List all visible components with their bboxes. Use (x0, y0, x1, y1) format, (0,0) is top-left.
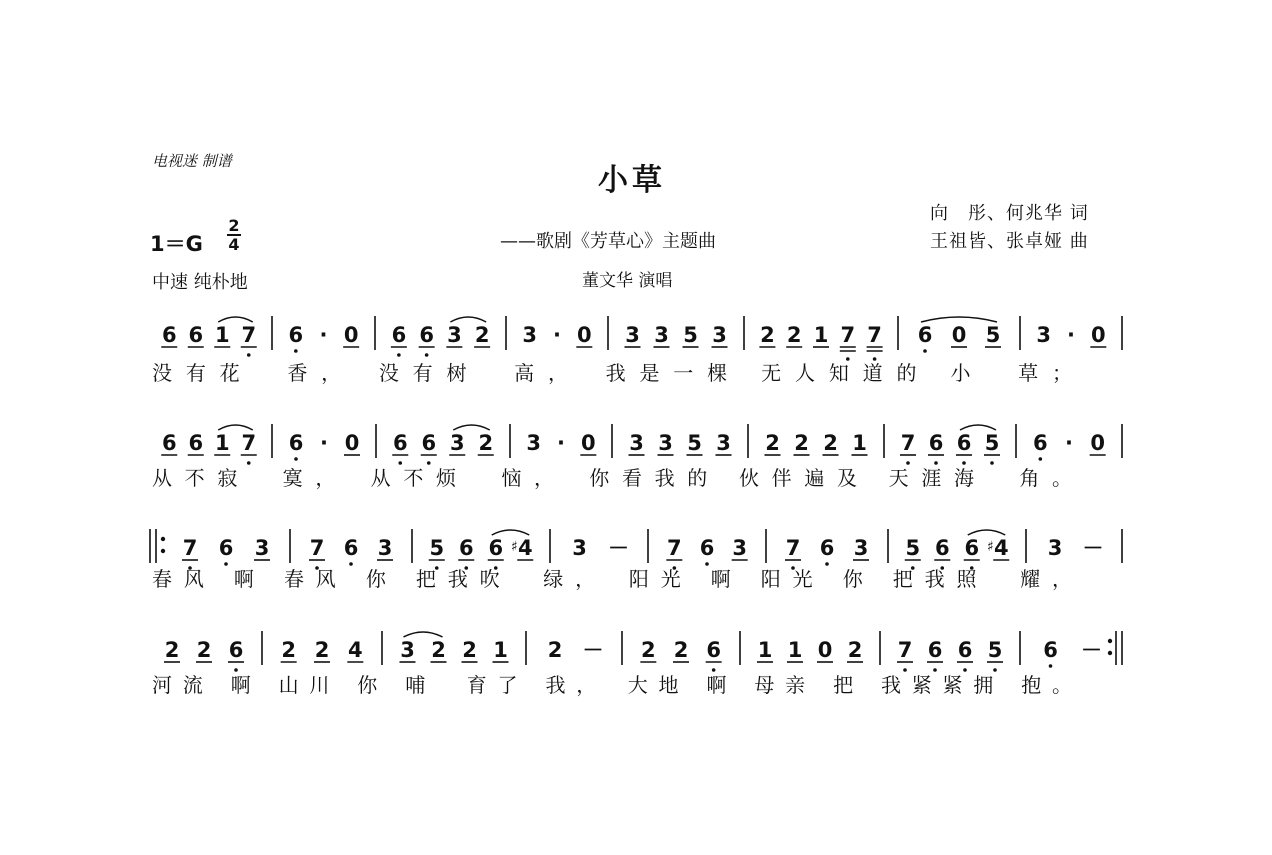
time-signature-denominator: 4 (228, 235, 240, 254)
low-octave-dot (397, 353, 401, 357)
lyrics-line: 从不寂 寞， 从不烦 恼， 你看我的 伙伴遍及 天涯海 角。 (152, 466, 1072, 490)
note-glyph: 2 (314, 638, 330, 662)
low-octave-dot (247, 353, 251, 357)
low-octave-dot (903, 668, 907, 672)
note-glyph: 0 (343, 323, 359, 347)
key-signature: 1＝G (150, 232, 203, 256)
note-glyph: 4 (348, 638, 363, 662)
note-glyph: 3 (1047, 536, 1063, 560)
note-glyph: 2 (474, 323, 490, 347)
note-glyph: 2 (164, 638, 180, 662)
note-glyph: 6 (161, 323, 177, 347)
note-glyph: 2 (281, 638, 296, 662)
note-glyph: 6 (917, 323, 933, 347)
note-glyph: 2 (196, 638, 212, 662)
note-glyph: 7 (867, 323, 882, 347)
low-octave-dot (923, 349, 927, 353)
note-glyph: 2 (786, 323, 802, 347)
low-octave-dot (933, 668, 937, 672)
time-signature-numerator: 2 (228, 216, 240, 235)
low-octave-dot (934, 461, 938, 465)
low-octave-dot (990, 461, 994, 465)
note-glyph: 0 (581, 431, 596, 455)
note-glyph: 2 (431, 638, 446, 662)
note-glyph: 5 (987, 638, 1003, 662)
note-glyph: 7 (897, 638, 913, 662)
note-glyph: 3 (572, 536, 587, 560)
low-octave-dot (1039, 457, 1043, 461)
low-octave-dot (705, 562, 709, 566)
note-glyph: 6 (928, 431, 944, 455)
slur-arc (492, 530, 530, 535)
note-glyph: 1 (813, 323, 829, 347)
note-glyph: 7 (241, 431, 257, 455)
note-glyph: 2 (794, 431, 809, 455)
note-glyph: 2 (462, 638, 477, 662)
note-glyph: 0 (1090, 431, 1105, 455)
tempo-marking: 中速 纯朴地 (152, 272, 248, 293)
note-glyph: 5 (429, 536, 445, 560)
note-glyph: 7 (900, 431, 916, 455)
note-glyph: － (1082, 536, 1104, 560)
low-octave-dot (398, 461, 402, 465)
note-glyph: 2 (673, 638, 689, 662)
note-glyph: 6 (927, 638, 943, 662)
note-glyph: · (553, 323, 561, 347)
repeat-dot (161, 549, 165, 553)
note-glyph: 2 (478, 431, 494, 455)
slur-arc (218, 425, 253, 430)
note-glyph: 7 (182, 536, 198, 560)
note-glyph: 6 (288, 323, 304, 347)
note-glyph: 6 (343, 536, 359, 560)
note-glyph: · (1067, 323, 1075, 347)
composer-credit: 王祖皆、张卓娅 曲 (930, 231, 1089, 252)
note-glyph: 6 (421, 431, 437, 455)
note-glyph: 1 (214, 431, 230, 455)
note-glyph: 2 (641, 638, 656, 662)
repeat-dot (1108, 639, 1112, 643)
note-glyph: － (1081, 638, 1102, 662)
low-octave-dot (712, 668, 716, 672)
repeat-dot (161, 537, 165, 541)
note-glyph: 3 (658, 431, 673, 455)
note-glyph: 5 (985, 323, 1001, 347)
note-glyph: 5 (687, 431, 702, 455)
note-glyph: 3 (447, 323, 462, 347)
note-glyph: 7 (840, 323, 856, 347)
low-octave-dot (247, 461, 251, 465)
note-glyph: 6 (288, 431, 304, 455)
note-glyph: 6 (964, 536, 980, 560)
note-glyph: 6 (957, 638, 973, 662)
note-glyph: 0 (577, 323, 592, 347)
note-glyph: 7 (667, 536, 682, 560)
slur-arc (450, 317, 486, 322)
slur-arc (453, 425, 490, 430)
note-glyph: 6 (1033, 431, 1048, 455)
low-octave-dot (425, 353, 429, 357)
note-glyph: 6 (392, 431, 408, 455)
sharp-accidental: ♯ (986, 539, 994, 555)
slur-arc (968, 530, 1006, 535)
note-glyph: 1 (757, 638, 773, 662)
note-glyph: · (557, 431, 565, 455)
low-octave-dot (906, 461, 910, 465)
note-glyph: 0 (344, 431, 360, 455)
note-glyph: 3 (716, 431, 731, 455)
note-glyph: 6 (458, 536, 474, 560)
slur-arc (404, 632, 443, 637)
note-glyph: 7 (309, 536, 325, 560)
note-glyph: 1 (852, 431, 867, 455)
note-glyph: 6 (161, 431, 177, 455)
note-glyph: 3 (254, 536, 270, 560)
low-octave-dot (1049, 664, 1053, 668)
low-octave-dot (825, 562, 829, 566)
note-glyph: · (319, 323, 328, 347)
lyrics-line: 河流 啊 山川 你 哺 育了 我， 大地 啊 母亲 把 我紧紧拥 抱。 (152, 673, 1072, 697)
note-glyph: － (608, 536, 629, 560)
note-glyph: 6 (188, 323, 204, 347)
note-glyph: 6 (1043, 638, 1058, 662)
low-octave-dot (294, 349, 298, 353)
note-glyph: 0 (951, 323, 967, 347)
note-glyph: 2 (847, 638, 863, 662)
note-glyph: 3 (449, 431, 465, 455)
performer-credit: 董文华 演唱 (582, 271, 673, 291)
arranger-credit: 电视迷 制谱 (152, 152, 232, 170)
slur-arc (960, 425, 996, 430)
lyricist-credit: 向 彤、何兆华 词 (930, 203, 1089, 224)
note-glyph: 2 (823, 431, 838, 455)
note-glyph: 4 (993, 536, 1009, 560)
low-octave-dot (962, 461, 966, 465)
low-octave-dot (349, 562, 353, 566)
note-glyph: 7 (241, 323, 257, 347)
note-glyph: 3 (654, 323, 669, 347)
note-glyph: 6 (488, 536, 504, 560)
note-glyph: 5 (984, 431, 1000, 455)
slur-arc (921, 317, 997, 322)
note-glyph: 3 (377, 536, 393, 560)
note-glyph: 3 (400, 638, 415, 662)
lyrics-line: 没有花 香， 没有树 高， 我是一棵 无人知道的 小 草； (152, 361, 1072, 385)
low-octave-dot (993, 668, 997, 672)
repeat-dot (1108, 651, 1112, 655)
low-octave-dot (294, 457, 298, 461)
note-glyph: 3 (732, 536, 747, 560)
note-glyph: 1 (214, 323, 230, 347)
sharp-accidental: ♯ (510, 539, 518, 555)
note-glyph: 2 (765, 431, 780, 455)
note-glyph: 1 (787, 638, 803, 662)
note-glyph: 6 (934, 536, 950, 560)
note-glyph: 3 (526, 431, 541, 455)
note-glyph: 7 (785, 536, 801, 560)
note-glyph: · (1065, 431, 1073, 455)
note-glyph: 3 (629, 431, 644, 455)
note-glyph: 3 (625, 323, 640, 347)
note-glyph: 6 (218, 536, 234, 560)
note-glyph: 6 (956, 431, 972, 455)
low-octave-dot (427, 461, 431, 465)
note-glyph: · (320, 431, 328, 455)
note-glyph: 6 (228, 638, 244, 662)
note-glyph: 6 (699, 536, 715, 560)
note-glyph: 2 (760, 323, 775, 347)
note-glyph: 3 (1036, 323, 1051, 347)
song-title: 小草 (598, 163, 666, 198)
note-glyph: 3 (712, 323, 727, 347)
note-glyph: 6 (188, 431, 204, 455)
note-glyph: 5 (905, 536, 921, 560)
note-glyph: 3 (522, 323, 537, 347)
song-subtitle: ——歌剧《芳草心》主题曲 (500, 231, 716, 252)
note-glyph: 6 (391, 323, 407, 347)
note-glyph: 1 (493, 638, 508, 662)
note-glyph: 0 (1091, 323, 1106, 347)
note-glyph: 4 (517, 536, 533, 560)
note-glyph: 2 (547, 638, 563, 662)
low-octave-dot (963, 668, 967, 672)
low-octave-dot (234, 668, 238, 672)
low-octave-dot (224, 562, 228, 566)
slur-arc (218, 317, 253, 322)
note-glyph: 6 (706, 638, 721, 662)
note-glyph: 6 (419, 323, 434, 347)
note-glyph: 3 (853, 536, 869, 560)
note-glyph: 0 (817, 638, 833, 662)
note-glyph: 5 (683, 323, 698, 347)
note-glyph: － (582, 638, 604, 662)
note-glyph: 6 (819, 536, 835, 560)
lyrics-line: 春风 啊 春风 你 把我吹 绿， 阳光 啊 阳光 你 把我照 耀， (152, 567, 1072, 591)
